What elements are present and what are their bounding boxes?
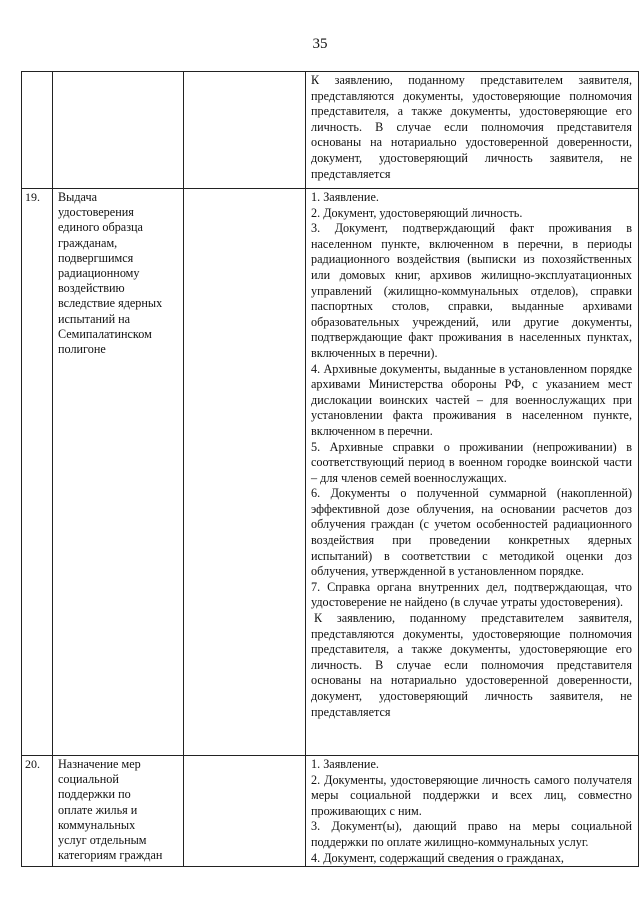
row-number: 19. <box>22 189 53 756</box>
document-item-2: 2. Документы, удостоверяющие личность самого получателя меры социальной поддержки и всех лиц, совместно проживающих с ним. <box>311 772 632 818</box>
service-name-text: Выдача удостоверения единого образца гражданам, подвергшимся радиационному воздействию вследствие ядерных испытаний на Семипалатинском полигоне <box>58 190 163 357</box>
document-paragraph: К заявлению, поданному представителем заявителя, представляются документы, удостоверяющие полномочия представителя, а также документы, удостоверяющие его личность. В случае если полномочия представителя основаны на нотариально удостоверенной доверенности, документ, удостоверяющий личность заявителя, не представляется <box>311 73 632 181</box>
service-name <box>53 72 184 189</box>
required-documents <box>306 756 639 867</box>
table-row-19 <box>22 189 639 756</box>
document-item-4: 4. Архивные документы, выданные в установленном порядке архивами Министерства обороны РФ, с указанием мест дислокации воинских частей – для военнослужащих при установлении факта проживания в населенном пункте, включенном в перечни. <box>311 361 632 438</box>
document-item-7: 7. Справка органа внутренних дел, подтверждающая, что удостоверение не найдено (в случае утраты удостоверения). <box>311 579 632 610</box>
document-item-4: 4. Документ, содержащий сведения о гражданах, <box>311 850 564 865</box>
required-documents <box>306 189 639 756</box>
document-item-5: 5. Архивные справки о проживании (непроживании) в соответствующий период в военном городке воинской части – для членов семей военнослужащих. <box>311 439 632 485</box>
document-item-1: 1. Заявление. <box>311 190 379 204</box>
empty-cell <box>184 756 306 867</box>
document-item-6: 6. Документы о полученной суммарной (накопленной) эффективной дозе облучения, на основании расчетов доз облучения граждан (с учетом особенностей радиационного воздействия при проведении конкретных ядерных испытаний) в соответствии с методикой оценки доз облучения, утвержденной в установленном порядке. <box>311 486 632 579</box>
empty-cell <box>184 189 306 756</box>
table-row-continued <box>22 72 639 189</box>
document-item-2: 2. Документ, удостоверяющий личность. <box>311 205 523 220</box>
document-item-1: 1. Заявление. <box>311 757 379 771</box>
page-number: 35 <box>312 36 328 52</box>
row-number: 20. <box>22 756 53 867</box>
service-name <box>53 756 184 867</box>
empty-cell <box>184 72 306 189</box>
service-name <box>53 189 184 756</box>
representative-note: К заявлению, поданному представителем заявителя, представляются документы, удостоверяющие полномочия представителя, а также документы, удостоверяющие его личность. В случае если полномочия представителя основаны на нотариально удостоверенной доверенности, документ, удостоверяющий личность заявителя, не представляется <box>311 611 632 719</box>
row-number <box>22 72 53 189</box>
document-item-3: 3. Документ(ы), дающий право на меры социальной поддержки по оплате жилищно-коммунальных услуг. <box>311 819 632 849</box>
service-name-text: Назначение мер социальной поддержки по оплате жилья и коммунальных услуг отдельным категориям граждан <box>58 757 163 863</box>
required-documents <box>306 72 639 189</box>
table-row-20 <box>22 756 639 867</box>
document-item-3: 3. Документ, подтверждающий факт проживания в населенном пункте, включенном в перечни, в периоды радиационного воздействия (выписки из похозяйственных или домовых книг, архивов жилищно-эксплуатационных управлений (жилищно-коммунальных отделов), справки паспортных столов, справки, выданные архивами образовательных учреждений, или другие документы, подтверждающие факт проживания в населенных пунктах, включенных в перечни). <box>311 221 632 360</box>
documents-table <box>21 71 639 867</box>
